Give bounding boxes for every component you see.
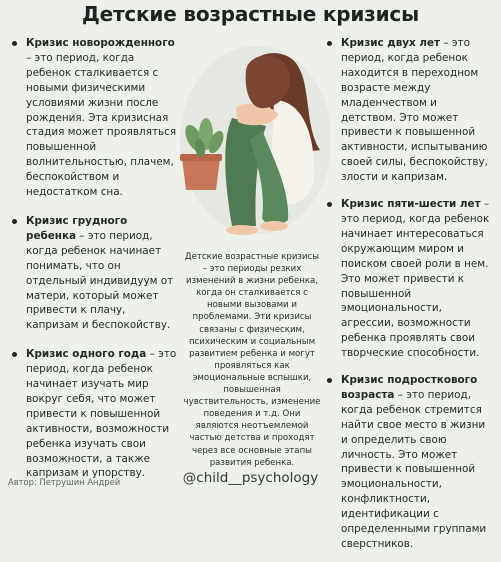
bullet-icon xyxy=(327,41,332,46)
list-item xyxy=(10,347,178,481)
item-heading: Кризис подросткового возраста xyxy=(341,374,478,401)
bullet-icon xyxy=(327,378,332,383)
bullet-icon xyxy=(12,352,17,357)
bullet-icon xyxy=(12,41,17,46)
item-text: – это период, когда ребенок начинает изучать мир вокруг себя, что может привести к повышенной активности, возможности ребенка изучать свои возможности, а также капризам и упорству. xyxy=(26,348,177,480)
item-text: – это период, когда ребенок начинает понимать, что он отдельный индивидуум от матери, который может привести к плачу, капризам и беспокойству. xyxy=(26,229,174,332)
left-column xyxy=(10,36,178,491)
item-text: – это период, когда ребенок стремится найти свое место в жизни и определить свою личность. Это может привести к повышенной эмоциональности, конфликтности, идентификации с определенными группами сверстников. xyxy=(341,388,487,550)
list-item xyxy=(10,214,178,333)
item-heading: Кризис одного года xyxy=(26,348,147,361)
list-item xyxy=(10,36,178,200)
list-item xyxy=(325,36,495,185)
bullet-icon xyxy=(12,219,17,224)
item-heading: Кризис двух лет xyxy=(341,37,441,49)
social-handle: @child__psychology xyxy=(182,470,319,486)
item-text: – это период, когда ребенок находится в переходном возрасте между младенчеством и детством. Это может привести к повышенной активности, испытыванию своей силы, беспокойству, злости и капризам. xyxy=(341,37,488,184)
page-title: Детские возрастные кризисы xyxy=(82,2,419,26)
list-item xyxy=(325,197,495,361)
item-text: – это период, когда ребенок начинает интересоваться окружающим миром и поиском своей роли в нем. Это может привести к повышенной эмоциональности, агрессии, возможности ребенка проявлять свои творческие способности. xyxy=(341,198,490,360)
item-heading: Кризис новорожденного xyxy=(26,37,175,49)
author-credit: Автор: Петрушин Андрей xyxy=(8,477,121,487)
item-text: – это период, когда ребенок сталкивается с новыми физическими условиями жизни после рождения. Эта кризисная стадия может проявляться повышенной волнительностью, плачем, беспокойством и недостатком сна. xyxy=(26,51,177,199)
list-item xyxy=(325,373,495,552)
item-heading: Кризис пяти-шести лет xyxy=(341,198,481,211)
girl-illustration xyxy=(170,30,330,250)
intro-text: Детские возрастные кризисы – это периоды резких изменений в жизни ребенка, когда он сталкивается с новыми вызовами и проблемами. Эти кризисы связаны с физическим, психическим и социальным развитием ребенка и могут проявляться как эмоциональные вспышки, повышенная чувствительность, изменение поведения и т.д. Они являются неотъемлемой частью детства и проходят через все основные этапы развития ребенка. xyxy=(183,252,321,468)
right-column xyxy=(325,36,495,562)
bullet-icon xyxy=(327,202,332,207)
item-heading: Кризис грудного ребенка xyxy=(26,214,128,242)
